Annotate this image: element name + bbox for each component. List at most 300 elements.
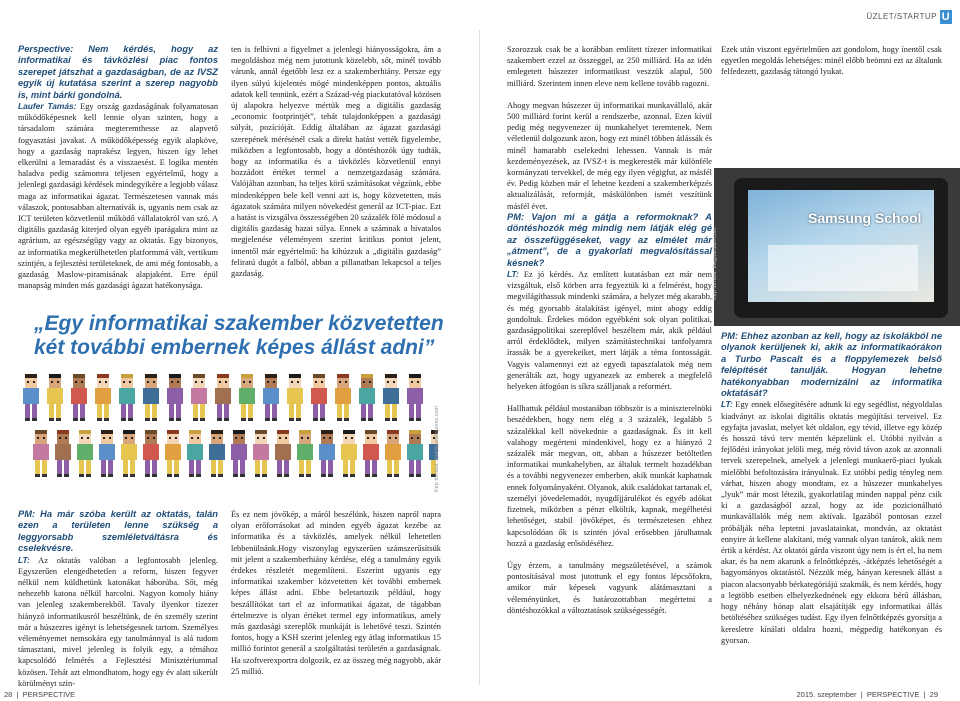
footer-left-page: 28 bbox=[4, 690, 13, 699]
pixel-block bbox=[231, 444, 247, 460]
column-2 bbox=[231, 44, 441, 279]
pixel-block bbox=[80, 404, 85, 418]
column-3 bbox=[507, 44, 712, 212]
pixel-block bbox=[416, 460, 421, 474]
question-2: PM: Ha már szóba került az oktatás, talán ezen a területen lenne szükség a leggyorsabb szemléletváltásra és cselekvésre. bbox=[18, 509, 218, 554]
pixel-block bbox=[320, 404, 325, 418]
pixel-block bbox=[121, 374, 133, 378]
pixel-block bbox=[411, 381, 413, 383]
pixel-block bbox=[165, 444, 181, 460]
pixel-block bbox=[306, 460, 311, 474]
pixel-block bbox=[169, 378, 181, 388]
pixel-block bbox=[313, 378, 325, 388]
pixel-block bbox=[25, 378, 37, 388]
pixel-block bbox=[367, 437, 369, 439]
section-header bbox=[866, 10, 952, 24]
column-3-para-2: Ahogy megvan húszezer új informatikai munkavállaló, akár 500 milliárd forint kerül a rendszerbe, azonnal. Ezen kívül pedig még negyvenezer új munkahelyet teremtenek. Nem véletlenül dolgozunk azon, hogy ezt minél többen átlássák és minél hamarabb cselekedni lehessen. Vannak is már kezdeményezések, az IVSZ-t is megkeresték már különféle kormányzati tervekkel, de még egy ilyen végigfut, az másfél év. Pedig közben már el lehetne kezdeni a szakemberképzés aktualizálását, reformját, máskülönben ismét veszítünk másfél évet. bbox=[507, 100, 712, 211]
pixel-block bbox=[73, 418, 78, 421]
pixel-block bbox=[385, 418, 390, 421]
pixel-block bbox=[387, 434, 399, 444]
pixel-block bbox=[365, 434, 377, 444]
column-4-bottom bbox=[721, 331, 942, 646]
pixel-block bbox=[189, 430, 201, 434]
tablet-photo bbox=[714, 168, 960, 326]
pixel-block bbox=[33, 381, 35, 383]
pixel-block bbox=[361, 404, 366, 418]
column-3-bottom bbox=[507, 212, 712, 616]
pixel-block bbox=[174, 460, 179, 474]
pixel-block bbox=[49, 404, 54, 418]
crowd-image-credit: Kép forrása: spagty.wordpress.com bbox=[434, 405, 440, 492]
pixel-block bbox=[219, 381, 221, 383]
pixel-block bbox=[169, 418, 174, 421]
question-3: PM: Vajon mi a gátja a reformoknak? A döntéshozók még mindig nem látják elég gé az összefüggéseket, vagy az elmélet már „átment”, de a gyakorlati megvalósítással késnek? bbox=[507, 212, 712, 268]
pixel-block bbox=[193, 374, 205, 378]
pixel-block bbox=[25, 374, 37, 378]
footer-left-magazine: PERSPECTIVE bbox=[22, 690, 76, 699]
answer-1-speaker: Laufer Tamás: bbox=[18, 101, 77, 112]
pixel-block bbox=[95, 388, 111, 404]
pixel-block bbox=[145, 374, 157, 378]
pixel-block bbox=[80, 418, 85, 421]
pixel-block bbox=[321, 381, 323, 383]
pixel-block bbox=[196, 460, 201, 474]
pixel-block bbox=[167, 460, 172, 474]
pixel-block bbox=[200, 418, 205, 421]
pixel-block bbox=[296, 418, 301, 421]
pixel-block bbox=[289, 374, 301, 378]
pixel-block bbox=[59, 437, 61, 439]
column-3-para-4: Hallhattuk például mostanában többször is a miniszterelnöki beszédekben, hogy nem elég a 3 százalék, legalább 5 százalékkal kell növekednie a gazdaságnak. És itt kell valahogy megérteni mindenkivel, hogy ez a hiányzó 2 százalék már megvan, ott, abban a húszezer betöltetlen informatikai munkahelyben, az általuk termelt hozadékban és a további negyvenezer emberben, akik munkát kaphatnak ennek folyományaként. Olyanok, akik családokat tartanak el, személyi jövedelemadót, nyugdíjjárulékot és egyéb adókat fizetnek, miközben a pénzt elköltik, kapnak, megélhetési lehetőséget, stabil jövőképet, és természetesen ehhez kapcsolódóan ők is szintén jóval erősebben járulhatnak hozzá a gazdaság erősödéséhez. bbox=[507, 404, 712, 548]
pixel-block bbox=[416, 404, 421, 418]
pixel-block bbox=[289, 378, 301, 388]
pixel-block bbox=[363, 381, 365, 383]
pixel-block bbox=[361, 374, 373, 378]
tablet-screen-text: Samsung School bbox=[808, 210, 922, 226]
pixel-block bbox=[339, 381, 341, 383]
pixel-block bbox=[249, 381, 251, 383]
pixel-block bbox=[167, 474, 172, 477]
pixel-block bbox=[337, 404, 342, 418]
pixel-block bbox=[152, 404, 157, 418]
pixel-block bbox=[49, 418, 54, 421]
pixel-block bbox=[99, 381, 101, 383]
pixel-block bbox=[311, 388, 327, 404]
pixel-block bbox=[152, 460, 157, 474]
pixel-block bbox=[191, 388, 207, 404]
pixel-block bbox=[27, 381, 29, 383]
pixel-block bbox=[383, 388, 399, 404]
pixel-block bbox=[344, 418, 349, 421]
pixel-block bbox=[215, 388, 231, 404]
answer-4 bbox=[721, 399, 942, 645]
pixel-block bbox=[265, 404, 270, 418]
pixel-block bbox=[372, 460, 377, 474]
answer-2 bbox=[18, 555, 218, 689]
pixel-block bbox=[387, 430, 399, 434]
pixel-block bbox=[211, 474, 216, 477]
pixel-block bbox=[299, 434, 311, 444]
pixel-block bbox=[121, 378, 133, 388]
pixel-block bbox=[57, 430, 69, 434]
pixel-block bbox=[79, 474, 84, 477]
pixel-block bbox=[255, 430, 267, 434]
pixel-block bbox=[43, 437, 45, 439]
pixel-block bbox=[153, 437, 155, 439]
screen-panel bbox=[768, 245, 918, 291]
page-gutter bbox=[479, 30, 480, 685]
pixel-block bbox=[409, 404, 414, 418]
pixel-block bbox=[56, 404, 61, 418]
pixel-block bbox=[409, 374, 421, 378]
pixel-block bbox=[263, 388, 279, 404]
pixel-block bbox=[248, 404, 253, 418]
tablet-screen bbox=[748, 190, 934, 302]
pixel-block bbox=[387, 460, 392, 474]
pixel-block bbox=[277, 474, 282, 477]
pixel-block bbox=[265, 418, 270, 421]
footer-right: 2015. szeptember | PERSPECTIVE | 29 bbox=[796, 690, 938, 699]
pixel-block bbox=[213, 437, 215, 439]
pixel-block bbox=[130, 460, 135, 474]
pixel-block bbox=[385, 444, 401, 460]
pixel-block bbox=[224, 404, 229, 418]
pixel-block bbox=[108, 474, 113, 477]
pixel-block bbox=[37, 437, 39, 439]
answer-3-text: Ez jó kérdés. Az említett kutatásban ezt már nem vizsgáltuk, első körben arra fegyeztük ki a felmérést, hogy megvilágíthassuk mindenki számára, a helyzet még akarabb, és még gyorsabb átalakítást igényel, mint ahogy eddig gondoltuk. Érdekes módon egyébként sok olyan politikai, gazdaságpolitikai szereplővel beszéltem már, akik például arról érdeklődtek, milyen számítástechnikai tanfolyamra írassák be a gyerekeiket, mert látják a téma fontosságát. Vagyis valamennyi ezt az egyedi tapasztalatok még nem generálták azt, hogy ugyanezek az emberek a megfelelő helyeken átfogóan is síkra szálljanak a reformért. bbox=[507, 270, 712, 392]
pixel-block bbox=[319, 444, 335, 460]
pixel-block bbox=[233, 430, 245, 434]
pixel-block bbox=[79, 460, 84, 474]
pixel-block bbox=[145, 434, 157, 444]
pixel-block bbox=[361, 378, 373, 388]
pixel-block bbox=[392, 404, 397, 418]
pixel-block bbox=[35, 474, 40, 477]
pixel-block bbox=[171, 381, 173, 383]
pixel-block bbox=[42, 460, 47, 474]
answer-2-speaker: LT: bbox=[18, 554, 30, 565]
pixel-block bbox=[289, 404, 294, 418]
pixel-block bbox=[277, 460, 282, 474]
pixel-block bbox=[301, 437, 303, 439]
pixel-block bbox=[299, 460, 304, 474]
pixel-block bbox=[130, 474, 135, 477]
pixel-block bbox=[101, 434, 113, 444]
pull-quote: „Egy informatikai szakember közvetetten két további embernek képes állást adni” bbox=[34, 312, 444, 359]
pixel-block bbox=[255, 474, 260, 477]
pixel-block bbox=[196, 474, 201, 477]
pixel-block bbox=[373, 437, 375, 439]
pixel-block bbox=[273, 381, 275, 383]
pixel-block bbox=[394, 460, 399, 474]
pixel-block bbox=[409, 430, 421, 434]
pixel-block bbox=[81, 437, 83, 439]
pixel-block bbox=[267, 381, 269, 383]
pixel-block bbox=[57, 381, 59, 383]
pixel-block bbox=[177, 381, 179, 383]
pixel-block bbox=[359, 388, 375, 404]
pixel-block bbox=[57, 460, 62, 474]
pixel-block bbox=[241, 437, 243, 439]
pixel-block bbox=[224, 418, 229, 421]
answer-4-speaker: LT: bbox=[721, 399, 733, 410]
pixel-block bbox=[119, 388, 135, 404]
pixel-block bbox=[337, 378, 349, 388]
pixel-block bbox=[365, 430, 377, 434]
pixel-block bbox=[176, 404, 181, 418]
pixel-block bbox=[145, 404, 150, 418]
pixel-block bbox=[289, 418, 294, 421]
pixel-block bbox=[209, 444, 225, 460]
pixel-block bbox=[394, 474, 399, 477]
pixel-block bbox=[125, 437, 127, 439]
pixel-block bbox=[65, 437, 67, 439]
pixel-block bbox=[407, 388, 423, 404]
pixel-block bbox=[262, 460, 267, 474]
pixel-block bbox=[35, 460, 40, 474]
pixel-block bbox=[33, 444, 49, 460]
pixel-block bbox=[195, 381, 197, 383]
pixel-block bbox=[345, 381, 347, 383]
pixel-block bbox=[145, 378, 157, 388]
column-2-text: ten is felhívni a figyelmet a jelenlegi hiányosságokra, ám a megoldáshoz még nem jutottunk közelebb, sőt, minél tovább várunk, annál égetőbb lesz ez a szakemberhiány. Persze egy ilyen súlyú kijelentés mögé mindenképpen pontos, aktuális adatok kell tennünk, ezért a Század-vég piackutatóval közösen új alapokra helyezve mértük meg a digitális gazdaság „economic footprintjét”, tehát tulajdonképpen a gazdasági súlyát, pozícióját. Eddig általában az ágazat gazdasági szerepének mérésénél csak a direkt hatást vették figyelembe, miközben a legfontosabb, hogy a döntéshozók úgy tudták, hogy az informatika és a távközlés közvetlenül ennyi hozzádott értéket termel a nemzetgazdaság számára. Valójában azonban, ha teljes körű számításokat végzünk, ebbe mindenképpen bele kell venni azt is, hogy közvetetten, más ágazatok számára milyen növekedést generál az ICT-piac. Ezt a hatást is vizsgálva összességében 20 százalék fölé módosul a digitális gazdaság hazai súlya. Ennek a számnak a hivatalos megjelenése véleményem szerint kritikus pontot jelent, innentől már egyértelmű: ha kihúzzuk a „digitális gazdaság” feliratú dugót a falból, abban a pillanatban lekapcsol a teljes gazdaság. bbox=[231, 45, 442, 279]
pixel-block bbox=[152, 418, 157, 421]
pixel-block bbox=[218, 460, 223, 474]
pixel-people-illustration bbox=[18, 372, 438, 492]
pixel-block bbox=[315, 381, 317, 383]
pixel-block bbox=[147, 381, 149, 383]
pixel-block bbox=[86, 474, 91, 477]
pixel-block bbox=[328, 460, 333, 474]
pixel-block bbox=[369, 381, 371, 383]
pixel-block bbox=[297, 381, 299, 383]
pixel-block bbox=[409, 418, 414, 421]
pixel-block bbox=[56, 418, 61, 421]
column-3-para-5: Úgy érzem, a tanulmány megszületésével, a számok pontosításával most jutottunk el egy fontos lépcsőfokra, amikor már képesek vagyunk alátámasztani a véleményünket, és határozottabban megértetni a döntéshozókkal a változtatások szükségességét. bbox=[507, 560, 712, 615]
question-1: Perspective: Nem kérdés, hogy az informatikai és távközlési piac fontos szerepet játszhat a gazdaságban, de az IVSZ egyik új kutatása szerint a szerep nagyobb is, mint bárki gondolná. bbox=[18, 44, 218, 100]
pixel-block bbox=[145, 430, 157, 434]
pixel-block bbox=[225, 381, 227, 383]
pixel-block bbox=[145, 460, 150, 474]
pixel-block bbox=[321, 434, 333, 444]
column-2-bottom-text: És ez nem jövőkép, a máról beszélünk, hiszen napról napra olyan erőforrásokat ad minden egyéb ágazat kezébe az informatika és a távközlés, amelyek nélkül lehetetlen lebbenülnánk.Hogy viszonylag egyszerűen számszerűsítsük mit jelent a szakemberhiány kérdése, elég a tanulmány egyik érdekes részletét megemlíteni. Eszerint ugyanis egy informatikai szakember közvetetten két további embernek képes állást adni. Ebbe beletartozik például, hogy beszállítókat tart el az informatikai ágazat, de tágabban értelmezve is olyan értéket termel egy informatikus, amely más gazdasági szereplők munkáját is lehetővé teszi. Szintén fontos, hogy a KSH szerint jelenleg egy átlag informatikus 15 millió forintot generál a szolgáltatási területén a gazdaságnak. Ha szoftverexportra dolgozik, ez az összeg még nagyobb, akár 25 millió. bbox=[231, 510, 441, 676]
pixel-block bbox=[361, 418, 366, 421]
pixel-block bbox=[409, 434, 421, 444]
pixel-block bbox=[189, 434, 201, 444]
pixel-block bbox=[233, 460, 238, 474]
pixel-block bbox=[262, 474, 267, 477]
pixel-block bbox=[233, 474, 238, 477]
pixel-block bbox=[73, 378, 85, 388]
pixel-block bbox=[123, 381, 125, 383]
pixel-block bbox=[197, 437, 199, 439]
pixel-block bbox=[101, 430, 113, 434]
footer-right-page: 29 bbox=[929, 690, 938, 699]
pixel-block bbox=[385, 374, 397, 378]
pixel-block bbox=[101, 474, 106, 477]
pixel-block bbox=[337, 418, 342, 421]
pixel-block bbox=[73, 404, 78, 418]
pixel-block bbox=[57, 434, 69, 444]
pixel-block bbox=[299, 430, 311, 434]
pixel-block bbox=[277, 430, 289, 434]
pixel-block bbox=[73, 374, 85, 378]
pixel-block bbox=[284, 460, 289, 474]
pixel-block bbox=[363, 444, 379, 460]
pixel-block bbox=[241, 374, 253, 378]
answer-4-text: Egy ennek elősegítésére adtunk ki egy segédlist, négyoldalas kiadványt az iskolai digitális oktatás megújítási terveivel. Ez egyfajta javaslat, melyet két oldalon, egy tévid, illetve egy közép és hosszú távú terv mentén képzelünk el. Utóbbi nyilván a fejlődési irányokat jelöli meg, még rövid távon azok az azonnali tervek szerepelnek, amelyek a jelenlegi munkaerő-piaci lyukak mielőbbi befoltozására irányulnak. Ez utóbbi pedig tényleg nem várhat, hiszen ahogy mondtam, ez a húszezer munkahelyes „lyuk” már most létezik, gyakorlatilag minden nappal pénz csik ki a gazdaságból azzal, hogy az ide pozicionálható munkavállalók még nem aktívak. Igazából pontosan ezzel próbálják néha leptetni javaslatainkat, mondván, az oktatást ennyire át kellene alakítani, még vannak olyan tanárok, akik nem értik a kérdést. Az oktatói gárda viszont úgy nem is ért el, ha nem akar, és ha nem akarunk a felnőttképzés, -átképzés lehetőségét a hagyományos oktatástól. Nézzük még, hányan keresnek állást a piacon alacsonyabb bérkategóriájú szakmák, és nem kérdés, hogy a legtöbb esetben elhelyezkednének egy ekkora bérű állásban, hogy néhány hónap alatt elsajátítják egy informatikai állás betöltéséhez szükséges tudást. Egy ilyen felnőttképzés gyorsítja a keresletre kínálati oldalra hozni, mégpedig hatékonyan és gyorsan. bbox=[721, 400, 942, 645]
pixel-block bbox=[417, 381, 419, 383]
pixel-block bbox=[291, 381, 293, 383]
pixel-block bbox=[365, 474, 370, 477]
pixel-block bbox=[97, 418, 102, 421]
pixel-block bbox=[344, 404, 349, 418]
pixel-block bbox=[75, 381, 77, 383]
pixel-block bbox=[343, 434, 355, 444]
pixel-block bbox=[416, 474, 421, 477]
pixel-block bbox=[201, 381, 203, 383]
pixel-block bbox=[121, 404, 126, 418]
pixel-block bbox=[25, 404, 30, 418]
pixel-block bbox=[131, 437, 133, 439]
pixel-block bbox=[32, 418, 37, 421]
pixel-block bbox=[57, 474, 62, 477]
pixel-block bbox=[241, 418, 246, 421]
pixel-block bbox=[323, 437, 325, 439]
pixel-block bbox=[345, 437, 347, 439]
pixel-block bbox=[299, 474, 304, 477]
pixel-block bbox=[416, 418, 421, 421]
pixel-block bbox=[368, 404, 373, 418]
pixel-block bbox=[123, 474, 128, 477]
tablet-device bbox=[734, 178, 948, 318]
pixel-block bbox=[387, 474, 392, 477]
pixel-block bbox=[297, 444, 313, 460]
pixel-block bbox=[313, 404, 318, 418]
pixel-block bbox=[71, 388, 87, 404]
pixel-block bbox=[279, 437, 281, 439]
pixel-block bbox=[321, 430, 333, 434]
pixel-block bbox=[147, 437, 149, 439]
pixel-block bbox=[211, 460, 216, 474]
pixel-block bbox=[129, 381, 131, 383]
pixel-block bbox=[193, 404, 198, 418]
pixel-block bbox=[145, 418, 150, 421]
column-2-bottom bbox=[231, 509, 441, 677]
pixel-block bbox=[175, 437, 177, 439]
pixel-block bbox=[104, 418, 109, 421]
pixel-people-svg bbox=[18, 372, 438, 492]
section-label: ÜZLET/STARTUP bbox=[866, 12, 937, 22]
pixel-block bbox=[104, 404, 109, 418]
pixel-block bbox=[320, 418, 325, 421]
pixel-block bbox=[121, 444, 137, 460]
pixel-block bbox=[35, 430, 47, 434]
pixel-block bbox=[313, 374, 325, 378]
pixel-block bbox=[272, 418, 277, 421]
pixel-block bbox=[272, 404, 277, 418]
pixel-block bbox=[241, 404, 246, 418]
pixel-block bbox=[169, 437, 171, 439]
pixel-block bbox=[393, 381, 395, 383]
pixel-block bbox=[351, 437, 353, 439]
pixel-block bbox=[167, 430, 179, 434]
pixel-block bbox=[123, 460, 128, 474]
pixel-block bbox=[123, 430, 135, 434]
pixel-block bbox=[97, 378, 109, 388]
pixel-block bbox=[193, 418, 198, 421]
pixel-block bbox=[233, 434, 245, 444]
pixel-block bbox=[99, 444, 115, 460]
pixel-block bbox=[128, 404, 133, 418]
pixel-block bbox=[191, 437, 193, 439]
pixel-block bbox=[108, 460, 113, 474]
pixel-block bbox=[248, 418, 253, 421]
pixel-block bbox=[25, 418, 30, 421]
pixel-block bbox=[167, 434, 179, 444]
pixel-block bbox=[217, 404, 222, 418]
tablet-image-credit: Kép forrása: theguardian.com bbox=[712, 227, 718, 300]
pixel-block bbox=[174, 474, 179, 477]
pixel-block bbox=[263, 437, 265, 439]
column-1-bottom bbox=[18, 509, 218, 689]
pixel-block bbox=[255, 460, 260, 474]
answer-1-text: Egy ország gazdaságának folyamatosan működőképesnek kell lennie olyan szinten, hogy a társadalom számára megteremthesse az alapvető fogyasztási javakat. A működőképesség egyik alapköve, hogy a gazdaság naprakész legyen, hiszen így lehet elkerülni a lemaradást és a visszaesést. E logika mentén haladva pedig számomra teljesen egyértelmű, hogy a jelenlegi gazdasági kérdések mindegyikére a legjobb válasz maga az informatikai ágazat. Természetesen vannak más válaszok, pontosabban alternatívák is, ugyanis nem csak az ICT területen közvetlenül működő vállalatokról van szó. A digitális gazdaság kiterjed olyan egyéb iparágakra mint az agrárium, az egészségügy vagy az oktatás. Egy bizonyos, az informatika megkerülhetetlen platformmá vált, vertikum szintjén, a fejlesztési területeknek, de ami még fontosabb, a gazdaság Maslow-piramisának alapjaként. Erre épül manapság minden más gazdasági ágazat hatékonysága. bbox=[18, 102, 219, 291]
pixel-block bbox=[343, 460, 348, 474]
pixel-block bbox=[365, 460, 370, 474]
pixel-block bbox=[32, 404, 37, 418]
pixel-block bbox=[350, 474, 355, 477]
pixel-block bbox=[189, 474, 194, 477]
pixel-block bbox=[23, 388, 39, 404]
column-3-para-1: Szorozzuk csak be a korábban említett tízezer informatikai szakembert ezzel az összeggel, az 250 milliárd. Ha az idén emlegetett húszezer informatikust veszzük alapul, 500 milliárd. Szerintem innen eleve nem kellene tovább ragozni. bbox=[507, 45, 712, 88]
pixel-block bbox=[49, 378, 61, 388]
pixel-block bbox=[407, 444, 423, 460]
pixel-block bbox=[243, 381, 245, 383]
pixel-block bbox=[211, 434, 223, 444]
pixel-block bbox=[64, 460, 69, 474]
pixel-block bbox=[255, 434, 267, 444]
pixel-block bbox=[217, 374, 229, 378]
pixel-block bbox=[392, 418, 397, 421]
pixel-block bbox=[81, 381, 83, 383]
footer-left: 28 | PERSPECTIVE bbox=[4, 690, 76, 699]
pixel-block bbox=[64, 474, 69, 477]
pixel-block bbox=[409, 378, 421, 388]
pixel-block bbox=[153, 381, 155, 383]
pixel-block bbox=[265, 374, 277, 378]
pixel-block bbox=[321, 474, 326, 477]
footer-right-magazine: PERSPECTIVE bbox=[866, 690, 920, 699]
pixel-block bbox=[240, 460, 245, 474]
pixel-block bbox=[97, 404, 102, 418]
pixel-block bbox=[87, 437, 89, 439]
pixel-block bbox=[86, 460, 91, 474]
pixel-block bbox=[343, 430, 355, 434]
pixel-block bbox=[152, 474, 157, 477]
pixel-block bbox=[368, 418, 373, 421]
pixel-block bbox=[35, 434, 47, 444]
pixel-block bbox=[385, 404, 390, 418]
pixel-block bbox=[328, 474, 333, 477]
pixel-block bbox=[219, 437, 221, 439]
pixel-block bbox=[143, 444, 159, 460]
column-4 bbox=[721, 44, 942, 78]
answer-3 bbox=[507, 269, 712, 392]
pixel-block bbox=[109, 437, 111, 439]
pixel-block bbox=[287, 388, 303, 404]
pixel-block bbox=[341, 444, 357, 460]
